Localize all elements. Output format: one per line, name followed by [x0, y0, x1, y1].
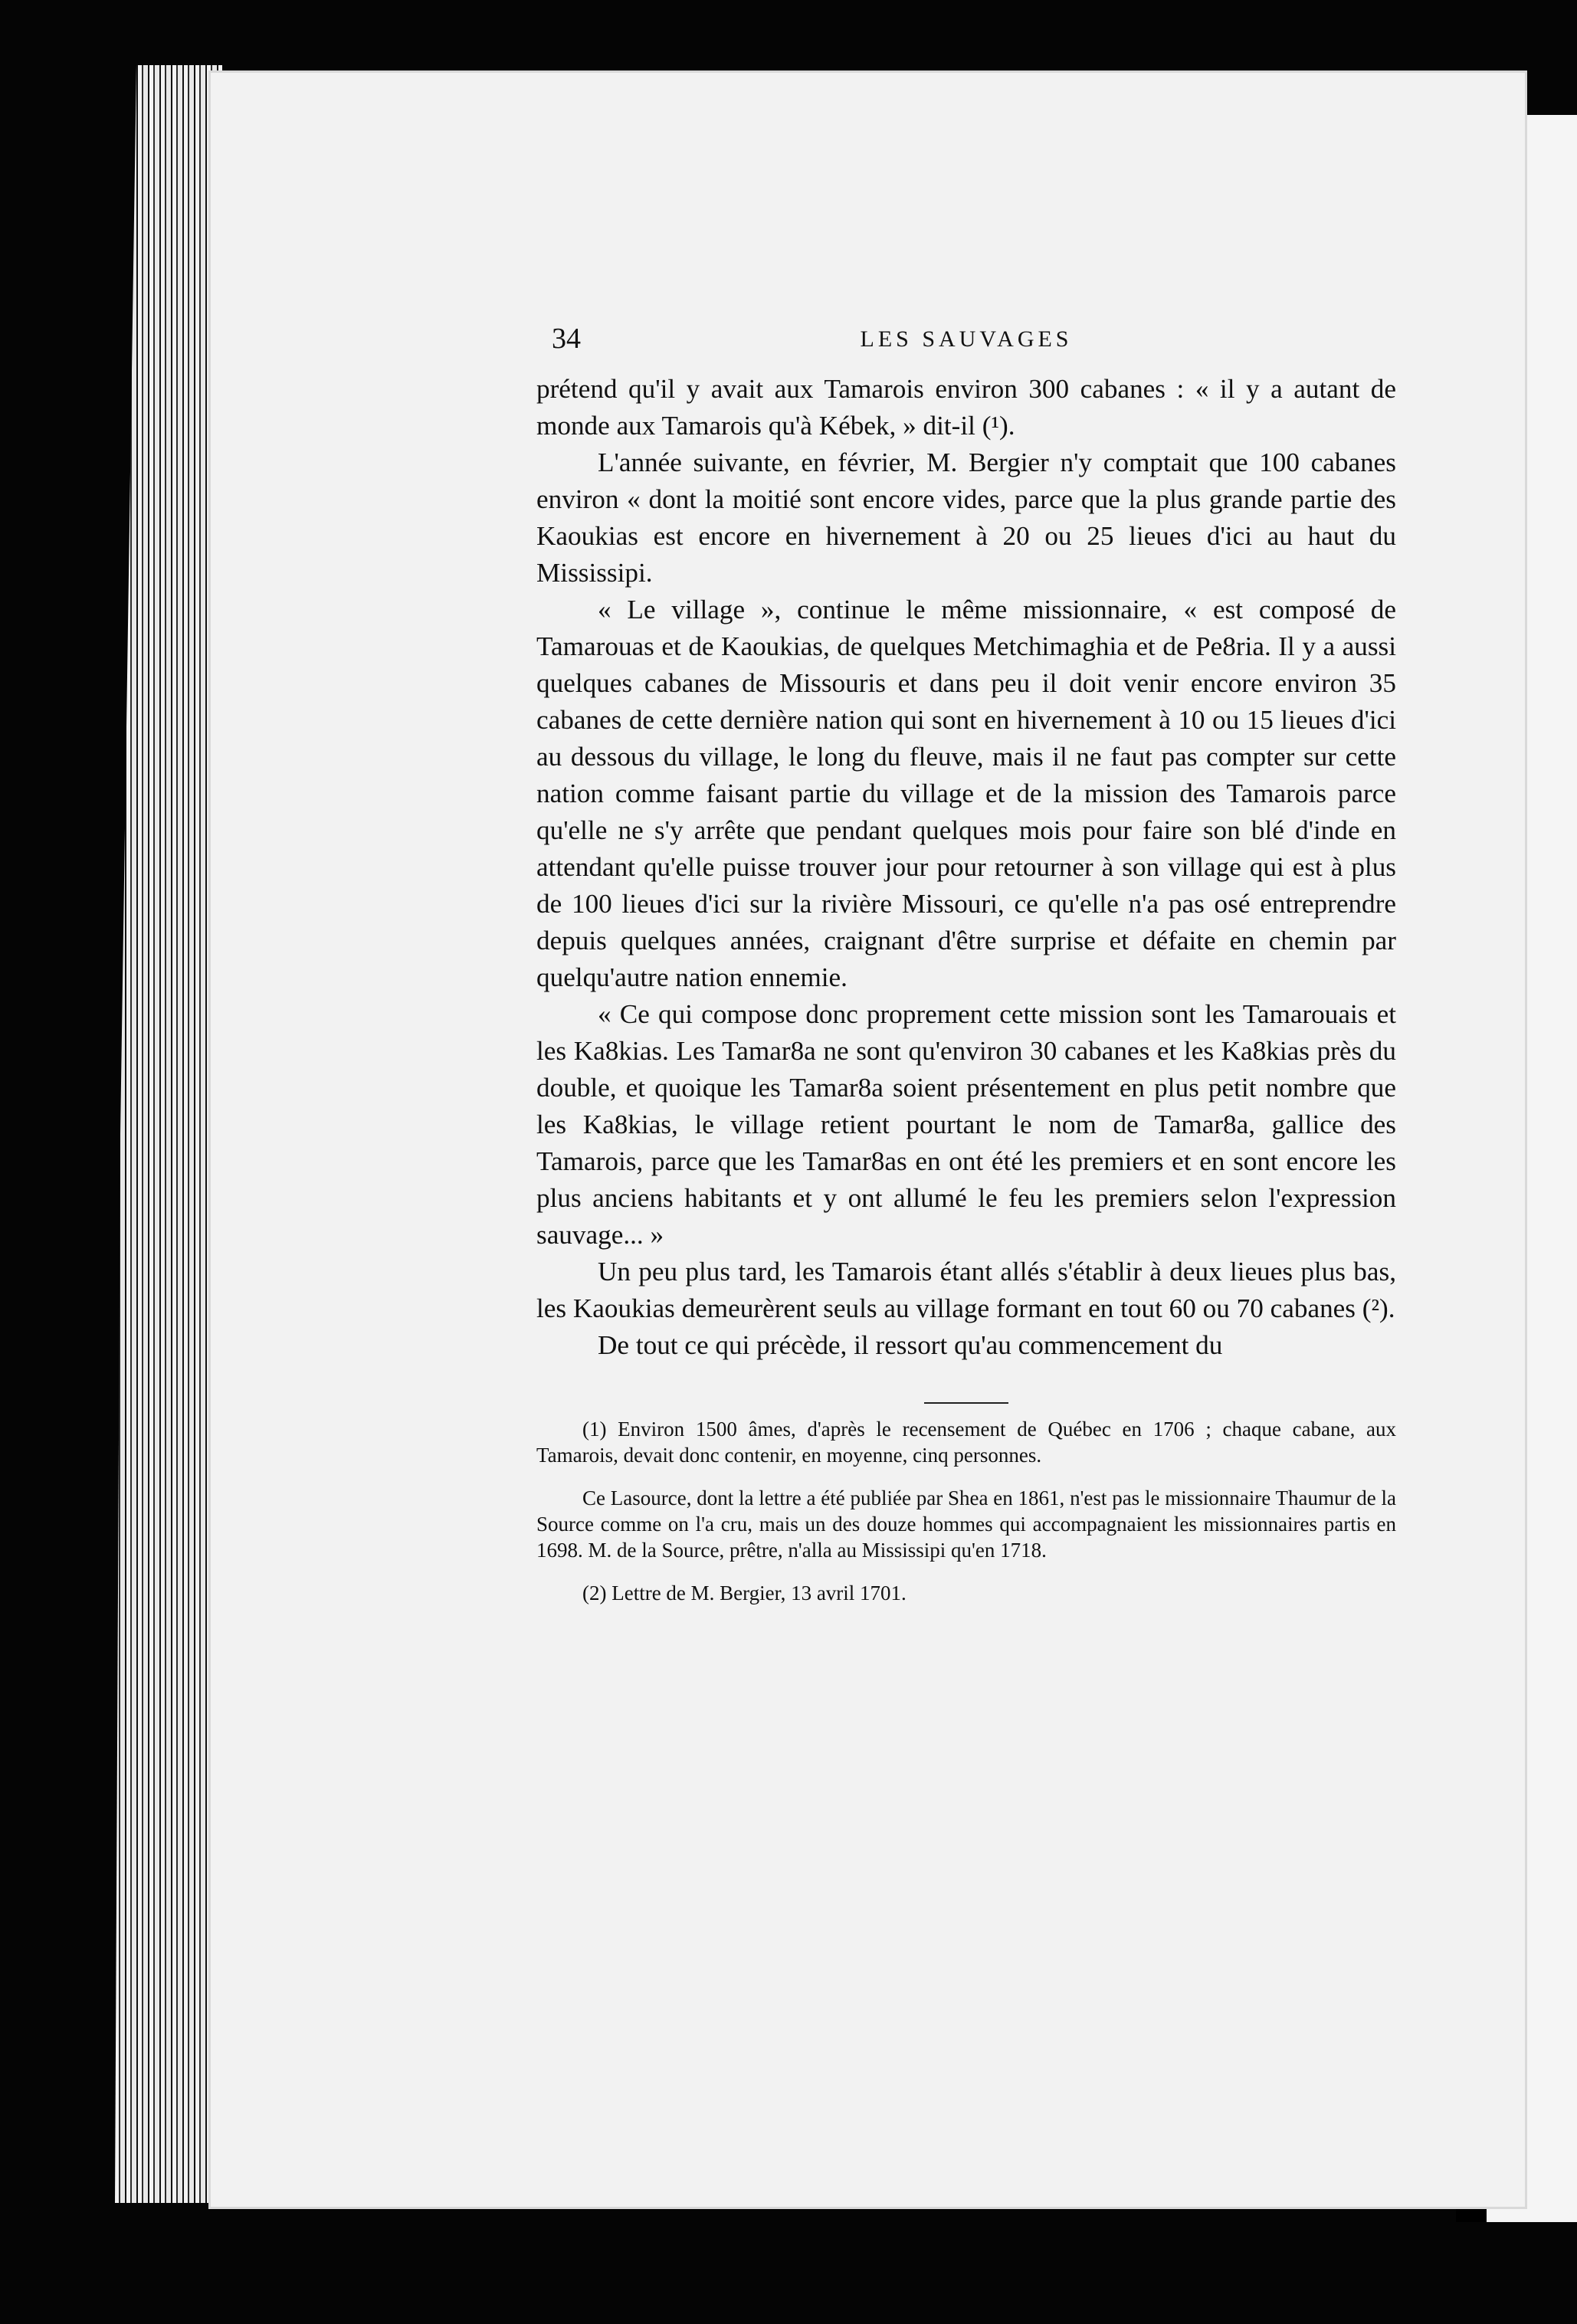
page-content: [536, 322, 1396, 1611]
footnote: (2) Lettre de M. Bergier, 13 avril 1701.: [582, 1582, 907, 1605]
running-head: [536, 322, 1396, 360]
footnotes: [536, 1416, 1396, 1606]
paragraph: De tout ce qui précède, il ressort qu'au commencement du: [598, 1330, 1223, 1360]
paragraph: « Ce qui compose donc proprement cette mission sont les Tamarouais et les Ka8kias. Les Tamar8a ne sont qu'environ 30 cabanes et les Ka8kias près du double, et quoique les Tamar8a soient présentement en plus petit nombre que les Ka8kias, le village retient pourtant le nom de Tamar8a, gallice des Tamarois, parce que les Tamar8as en ont été les premiers et en sont encore les plus anciens habitants et y ont allumé le feu les premiers selon l'expression sauvage... »: [536, 999, 1396, 1250]
paragraph: prétend qu'il y avait aux Tamarois environ 300 cabanes : « il y a autant de monde aux Tamarois qu'à Kébek, » dit-il (¹).: [536, 374, 1396, 441]
paragraph: « Le village », continue le même missionnaire, « est composé de Tamarouas et de Kaoukias, de quelques Metchimaghia et de Pe8ria. Il y a aussi quelques cabanes de Missouris et dans peu il doit venir encore environ 35 cabanes de cette dernière nation qui sont en hivernement à 10 ou 15 lieues d'ici au dessous du village, le long du fleuve, mais il ne faut pas compter sur cette nation comme faisant partie du village et de la mission des Tamarois parce qu'elle ne s'y arrête que pendant quelques mois pour faire son blé d'inde en attendant qu'elle puisse trouver jour pour retourner à son village qui est à plus de 100 lieues d'ici sur la rivière Missouri, ce qu'elle n'a pas osé entreprendre depuis quelques années, craignant d'être surprise et défaite en chemin par quelqu'autre nation ennemie.: [536, 595, 1396, 992]
paragraph: L'année suivante, en février, M. Bergier n'y comptait que 100 cabanes environ « dont la moitié sont encore vides, parce que la plus grande partie des Kaoukias est encore en hivernement à 20 ou 25 lieues d'ici au haut du Mississipi.: [536, 447, 1396, 588]
footnote-separator: [924, 1402, 1008, 1404]
footnote: (1) Environ 1500 âmes, d'après le recensement de Québec en 1706 ; chaque cabane, aux Tamarois, devait donc contenir, en moyenne, cinq personnes.: [536, 1418, 1396, 1467]
paragraph: Un peu plus tard, les Tamarois étant allés s'établir à deux lieues plus bas, les Kaoukias demeurèrent seuls au village formant en tout 60 ou 70 cabanes (²).: [536, 1257, 1396, 1323]
page-number: 34: [552, 323, 581, 355]
running-head-title: LES SAUVAGES: [860, 326, 1073, 352]
body-text: [536, 371, 1396, 1364]
footnote: Ce Lasource, dont la lettre a été publiée par Shea en 1861, n'est pas le missionnaire Thaumur de la Source comme on l'a cru, mais un des douze hommes qui accompagnaient les missionnaires partis en 1698. M. de la Source, prêtre, n'alla au Mississipi qu'en 1718.: [536, 1487, 1396, 1562]
